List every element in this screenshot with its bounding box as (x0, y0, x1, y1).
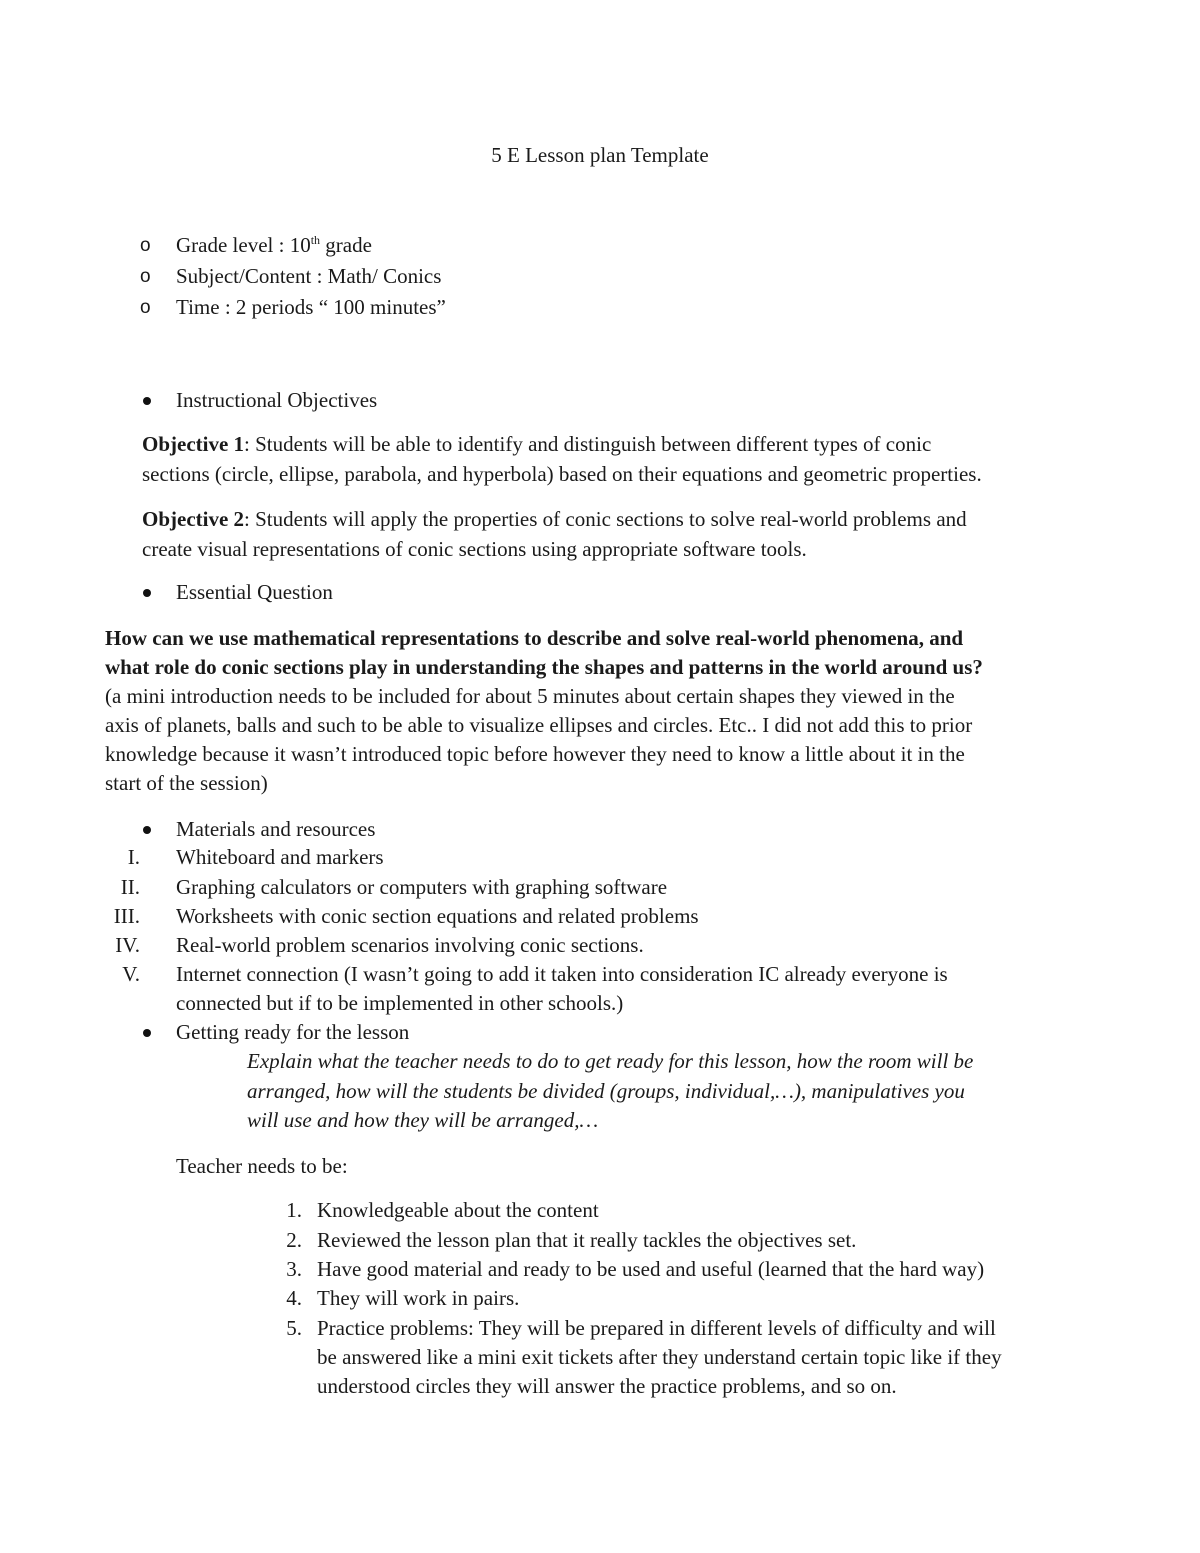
list-number: 5. (286, 1316, 302, 1340)
list-number: 3. (286, 1257, 302, 1281)
time-allocation: Time : 2 periods “ 100 minutes” (176, 295, 446, 319)
objective-2-line2: create visual representations of conic sections using appropriate software tools. (142, 537, 807, 561)
grade-level-sup: th (310, 233, 321, 247)
roman-marker: II. (120, 875, 140, 899)
intro-note-line2: axis of planets, balls and such to be able to visualize ellipses and circles. Etc.. I did not add this to prior (105, 713, 973, 737)
instructions-line3: will use and how they will be arranged,… (247, 1108, 599, 1132)
grade-level (176, 231, 372, 261)
objective-1-line2: sections (circle, ellipse, parabola, and hyperbola) based on their equations and geometric properties. (142, 462, 982, 486)
objective-1-label: Objective 1 (142, 432, 245, 456)
material-item: Graphing calculators or computers with graphing software (176, 875, 668, 899)
intro-note-line1: (a mini introduction needs to be included for about 5 minutes about certain shapes they viewed in the (105, 684, 955, 708)
material-item: Internet connection (I wasn’t going to add it taken into consideration IC already everyone is (176, 962, 948, 986)
list-item-line3: understood circles they will answer the practice problems, and so on. (317, 1374, 897, 1398)
materials-heading: Materials and resources (176, 817, 376, 841)
grade-level-text: Grade level : 10 (176, 233, 311, 257)
list-item-line2: be answered like a mini exit tickets after they understand certain topic like if they (317, 1345, 1002, 1369)
list-marker: o (140, 266, 151, 287)
list-marker: o (140, 235, 151, 256)
roman-marker: III. (113, 904, 140, 928)
roman-marker: I. (127, 845, 140, 869)
list-item: Reviewed the lesson plan that it really tackles the objectives set. (317, 1228, 857, 1252)
page-title: 5 E Lesson plan Template (491, 143, 709, 167)
material-item: Worksheets with conic section equations and related problems (176, 904, 699, 928)
essential-question-line2: what role do conic sections play in understanding the shapes and patterns in the world around us? (105, 655, 983, 679)
list-item: Practice problems: They will be prepared in different levels of difficulty and will (317, 1316, 996, 1340)
list-number: 1. (286, 1198, 302, 1222)
list-marker: o (140, 297, 151, 318)
essential-question-line1: How can we use mathematical representations to describe and solve real-world phenomena, and (105, 626, 964, 650)
list-item: Knowledgeable about the content (317, 1198, 599, 1222)
essential-heading: Essential Question (176, 580, 333, 604)
instructions-line2: arranged, how will the students be divided (groups, individual,…), manipulatives you (247, 1079, 965, 1103)
intro-note-line4: start of the session) (105, 771, 268, 795)
intro-note-line3: knowledge because it wasn’t introduced topic before however they need to know a little about it in the (105, 742, 965, 766)
material-item: Whiteboard and markers (176, 845, 384, 869)
bullet-icon (143, 589, 151, 597)
material-item-line2: connected but if to be implemented in other schools.) (176, 991, 624, 1015)
instructions-line1: Explain what the teacher needs to do to get ready for this lesson, how the room will be (247, 1049, 974, 1073)
objectives-heading: Instructional Objectives (176, 388, 378, 412)
list-number: 4. (286, 1286, 302, 1310)
objective-2-text: : Students will apply the properties of conic sections to solve real-world problems and (244, 507, 967, 531)
list-item: Have good material and ready to be used and useful (learned that the hard way) (317, 1257, 985, 1281)
roman-marker: V. (122, 962, 140, 986)
objective-2-label: Objective 2 (142, 507, 245, 531)
objective-2 (142, 505, 967, 535)
objective-1 (142, 430, 931, 460)
bullet-icon (143, 826, 151, 834)
roman-marker: IV. (115, 933, 140, 957)
material-item: Real-world problem scenarios involving conic sections. (176, 933, 644, 957)
list-number: 2. (286, 1228, 302, 1252)
list-item: They will work in pairs. (317, 1286, 520, 1310)
teacher-intro: Teacher needs to be: (176, 1154, 348, 1178)
grade-level-suffix: grade (320, 233, 372, 257)
objective-1-text: : Students will be able to identify and distinguish between different types of conic (244, 432, 932, 456)
bullet-icon (143, 397, 151, 405)
subject-content: Subject/Content : Math/ Conics (176, 264, 442, 288)
bullet-icon (143, 1029, 151, 1037)
getting-ready-heading: Getting ready for the lesson (176, 1020, 410, 1044)
